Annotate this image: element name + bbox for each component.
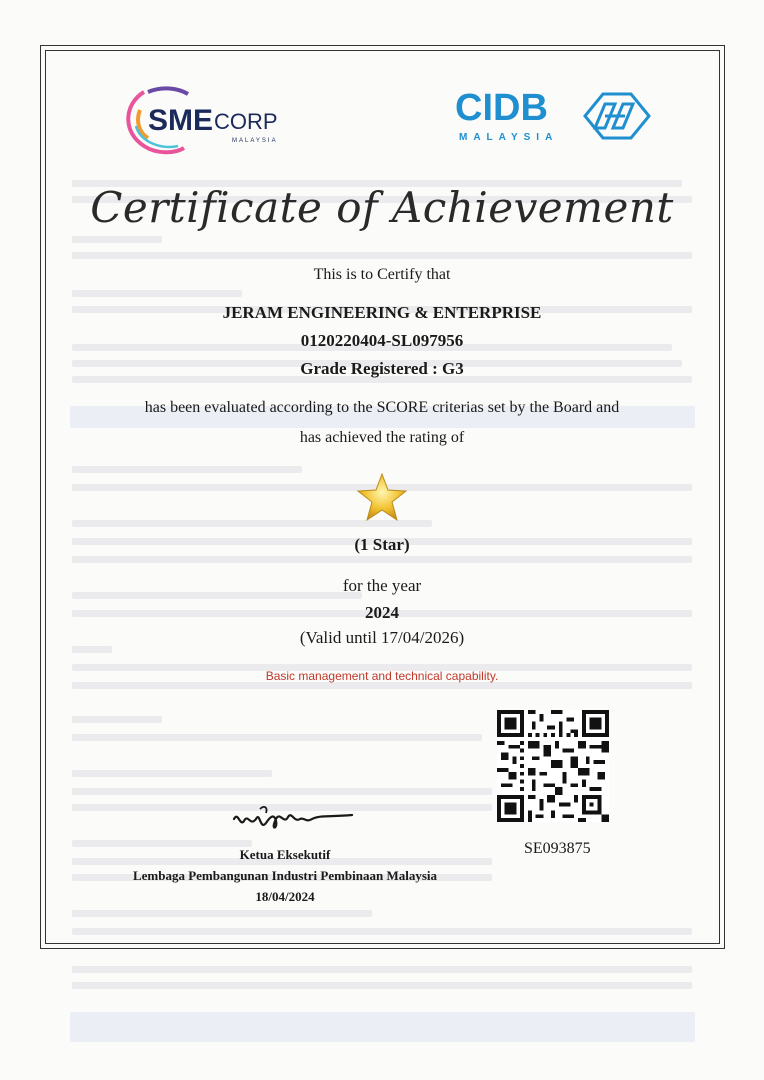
rating-description: Basic management and technical capability. <box>265 669 499 683</box>
qr-code[interactable] <box>497 710 609 822</box>
star-rating-label: (1 Star) <box>354 535 410 554</box>
star-rating-icon <box>356 472 408 522</box>
year-label: for the year <box>342 576 422 595</box>
evaluation-statement: has been evaluated according to the SCORE criterias set by the Board and <box>144 399 620 416</box>
grade-registered: Grade Registered : G3 <box>300 359 464 378</box>
smecorp-swoosh-icon <box>122 80 322 160</box>
sme-country-text: MALAYSIA <box>232 138 278 144</box>
smecorp-logo <box>122 80 322 160</box>
issue-date: 18/04/2024 <box>255 889 315 904</box>
company-name: JERAM ENGINEERING & ENTERPRISE <box>222 303 542 322</box>
rating-statement: has achieved the rating of <box>299 429 465 446</box>
signatory-title: Ketua Eksekutif <box>239 847 331 862</box>
cidb-logo-text: CIDB <box>455 87 548 129</box>
issuing-organization: Lembaga Pembangunan Industri Pembinaan Malaysia <box>132 868 438 883</box>
cidb-logo <box>455 82 655 152</box>
corp-logo-text: CORP <box>214 109 278 134</box>
qr-code-icon <box>497 710 609 822</box>
registration-number: 0120220404-SL097956 <box>300 331 464 350</box>
serial-number: SE093875 <box>524 840 591 857</box>
certify-intro: This is to Certify that <box>313 266 451 283</box>
cidb-emblem-icon <box>585 94 649 138</box>
cidb-country-text: MALAYSIA <box>459 132 559 143</box>
certificate-year: 2024 <box>365 603 399 622</box>
validity-period: (Valid until 17/04/2026) <box>299 628 465 647</box>
sme-logo-text: SME <box>148 104 214 137</box>
certificate-title: Certificate of Achievement <box>90 183 674 232</box>
signature-image <box>230 797 360 837</box>
